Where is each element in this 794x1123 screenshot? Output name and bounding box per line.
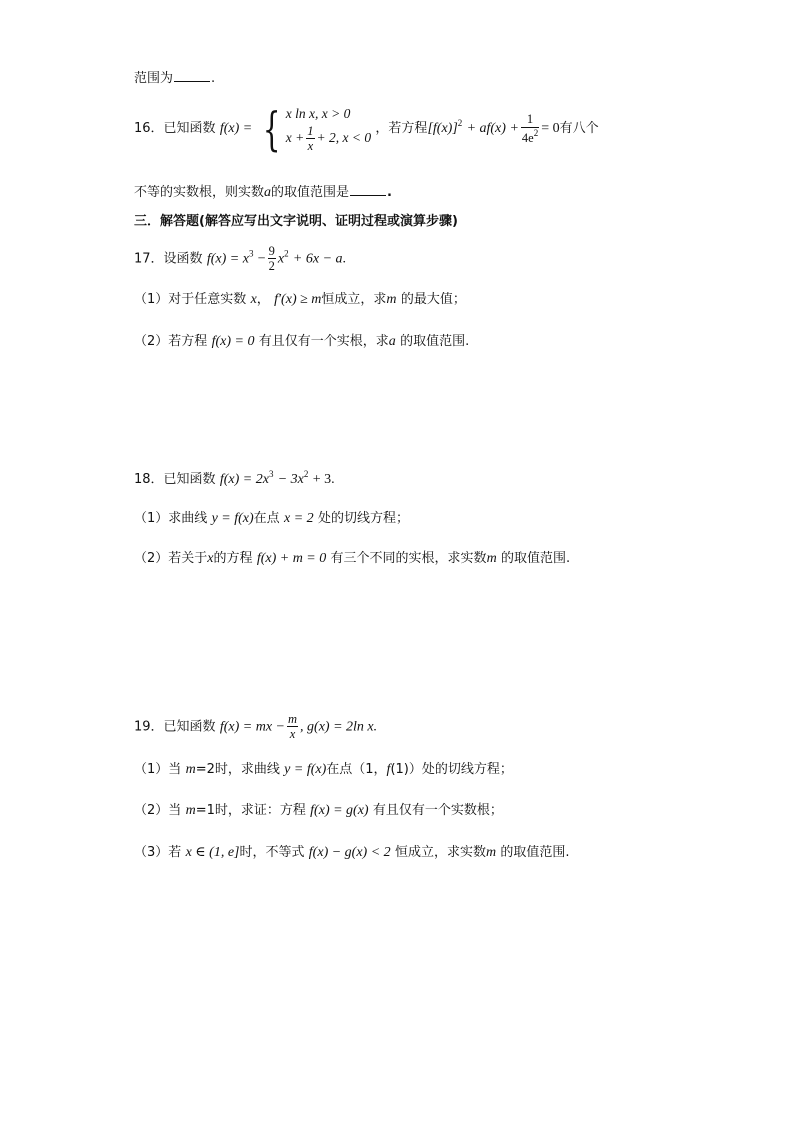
question-16 <box>134 101 599 156</box>
question-18 <box>134 470 335 487</box>
math: + 3. <box>312 472 335 487</box>
math: [f(x)] <box>427 121 458 137</box>
denominator: x <box>289 727 296 742</box>
question-number: 16．已知函数 <box>134 121 216 137</box>
math: x + <box>285 129 305 145</box>
math: y = f(x) <box>211 511 254 526</box>
denominator: x <box>307 138 314 153</box>
denominator: 2 <box>268 259 275 274</box>
text: 有三个不同的实根，求实数 <box>330 551 487 566</box>
text-line <box>134 70 215 86</box>
piecewise <box>286 104 371 153</box>
text: =1时，求证：方程 <box>195 803 306 818</box>
math: + 6x − a <box>292 251 343 267</box>
answer-blank <box>350 184 386 196</box>
text: . <box>387 185 392 200</box>
text: 的取值范围. <box>500 551 571 566</box>
math: . <box>342 251 347 267</box>
math: f′(x) ≥ m <box>274 292 322 307</box>
text: ， <box>256 292 270 307</box>
question-18-part-2 <box>134 552 570 566</box>
math: m <box>486 551 497 566</box>
exponent: 3 <box>268 469 274 479</box>
numerator: m <box>288 712 298 726</box>
math: m <box>185 762 196 777</box>
text: 处的切线方程； <box>317 511 409 526</box>
question-19-part-1 <box>134 763 513 777</box>
text: 有且仅有一个实数根； <box>372 803 503 818</box>
exponent: 2 <box>303 469 309 479</box>
math: x <box>277 251 285 267</box>
math: f(x) − g(x) < 2 <box>308 845 391 860</box>
text: 的最大值； <box>400 292 466 307</box>
text: （1）当 <box>134 762 182 777</box>
question-19 <box>134 712 377 742</box>
question-17-part-2 <box>134 335 469 349</box>
fraction <box>306 124 314 154</box>
math: f(x) = mx − <box>219 719 285 735</box>
numerator: 1 <box>526 112 534 127</box>
math: f(x) = x <box>206 251 249 267</box>
question-number: 17．设函数 <box>134 251 203 267</box>
text: 范围为 <box>134 71 174 86</box>
piece-1: x ln x, x > 0 <box>285 106 351 121</box>
text: （2）若方程 <box>134 334 208 349</box>
exponent: 2 <box>284 248 289 259</box>
text: . <box>211 71 216 86</box>
text: 不等的实数根，则实数 <box>134 185 265 200</box>
math: x ∈ (1, e] <box>185 845 240 860</box>
math: m <box>386 292 397 307</box>
math: − 3x <box>277 472 304 487</box>
math: f(x) + m = 0 <box>256 551 327 566</box>
math: y = f(x) <box>284 762 327 777</box>
piece-2 <box>286 124 371 154</box>
text: 的取值范围. <box>400 334 470 349</box>
question-19-part-2 <box>134 804 503 818</box>
brace: { <box>262 101 280 156</box>
text: 在点（1， <box>326 762 387 777</box>
text: 在点 <box>253 511 280 526</box>
math: m <box>185 803 196 818</box>
fraction <box>521 112 539 145</box>
fraction <box>268 244 276 274</box>
text: =2时，求曲线 <box>195 762 280 777</box>
numerator: 9 <box>268 244 275 258</box>
text: （2）当 <box>134 803 182 818</box>
math: f(x) = g(x) <box>310 803 369 818</box>
text: (1)）处的切线方程； <box>390 762 513 777</box>
math: f(x) = 0 <box>211 334 255 349</box>
fraction <box>287 712 298 742</box>
numerator: 1 <box>307 123 314 138</box>
exponent: 2 <box>457 118 463 129</box>
math: x = 2 <box>283 511 314 526</box>
math: f <box>386 762 391 777</box>
math: + 2, x < 0 <box>316 129 372 145</box>
text: 恒成立，求 <box>321 292 387 307</box>
text: 时，不等式 <box>239 845 305 860</box>
question-number: 19．已知函数 <box>134 719 216 735</box>
math: − <box>257 251 266 267</box>
math: x <box>250 292 257 307</box>
math: f(x) = 2x <box>219 472 269 487</box>
text: ，若方程 <box>375 121 428 137</box>
text: 恒成立，求实数 <box>394 845 486 860</box>
question-19-part-3 <box>134 846 570 860</box>
question-number: 18．已知函数 <box>134 472 216 487</box>
exponent: 2 <box>533 127 539 138</box>
text-line <box>134 184 392 200</box>
denominator <box>521 128 539 145</box>
math: m <box>485 845 497 860</box>
math: , g(x) = 2ln x. <box>300 719 378 735</box>
exponent: 3 <box>248 248 254 259</box>
text: （1）求曲线 <box>134 511 208 526</box>
section-heading <box>134 215 458 229</box>
math: a <box>388 334 396 349</box>
section-title: 三．解答题(解答应写出文字说明、证明过程或演算步骤) <box>134 214 458 229</box>
math: a <box>264 185 272 200</box>
question-17 <box>134 244 346 274</box>
text: （1）对于任意实数 <box>134 292 247 307</box>
math: + af(x) + <box>466 121 519 137</box>
math: x <box>207 551 214 566</box>
text: 的取值范围是 <box>271 185 350 200</box>
text: 的取值范围. <box>500 845 570 860</box>
math: f(x) = <box>219 121 253 137</box>
answer-blank <box>174 70 210 82</box>
question-18-part-1 <box>134 512 409 526</box>
math: = 0 <box>541 121 560 137</box>
question-17-part-1 <box>134 293 466 307</box>
math: 4e <box>521 130 534 145</box>
text: 的方程 <box>213 551 253 566</box>
text: （3）若 <box>134 845 182 860</box>
text: 有且仅有一个实根，求 <box>258 334 389 349</box>
text: 有八个 <box>559 121 599 137</box>
text: （2）若关于 <box>134 551 208 566</box>
